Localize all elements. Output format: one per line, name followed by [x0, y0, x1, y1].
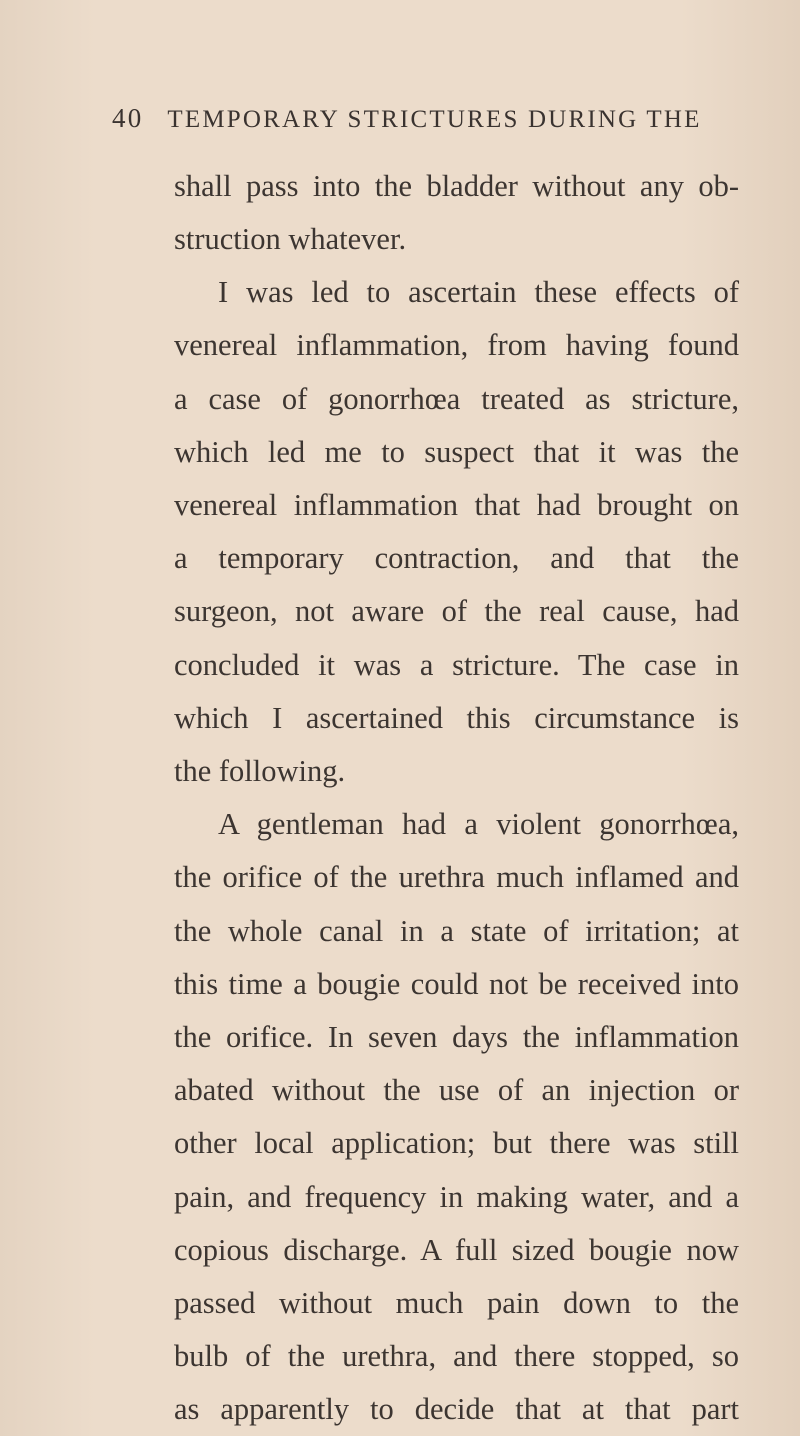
text-line: which I ascertained this circumstance is	[174, 701, 739, 735]
running-title: TEMPORARY STRICTURES DURING THE	[167, 106, 702, 133]
text-line: this time a bougie could not be received into	[174, 967, 739, 1001]
text-line: struction whatever.	[174, 222, 407, 256]
text-line: bulb of the urethra, and there stopped, so	[174, 1339, 739, 1373]
text-line: passed without much pain down to the	[174, 1286, 739, 1320]
text-line: which led me to suspect that it was the	[174, 435, 739, 469]
paragraph-start-line: A gentleman had a violent gonorrhœa,	[218, 807, 739, 841]
page-number: 40	[112, 103, 144, 133]
text-line: the orifice. In seven days the inflammation	[174, 1020, 739, 1054]
paragraph-start-line: I was led to ascertain these effects of	[218, 275, 739, 309]
text-line: shall pass into the bladder without any ob-	[174, 169, 739, 203]
text-line: venereal inflammation, from having found	[174, 328, 739, 362]
text-line: the following.	[174, 754, 346, 788]
text-line: the whole canal in a state of irritation; at	[174, 914, 739, 948]
text-line: surgeon, not aware of the real cause, had	[174, 594, 739, 628]
text-line: a case of gonorrhœa treated as stricture,	[174, 382, 739, 416]
text-line: copious discharge. A full sized bougie now	[174, 1233, 739, 1267]
text-line: other local application; but there was still	[174, 1126, 739, 1160]
text-line: abated without the use of an injection or	[174, 1073, 739, 1107]
text-line: the orifice of the urethra much inflamed and	[174, 860, 739, 894]
text-line: as apparently to decide that at that part	[174, 1392, 739, 1426]
text-line: a temporary contraction, and that the	[174, 541, 739, 575]
text-line: pain, and frequency in making water, and a	[174, 1180, 739, 1214]
text-line: concluded it was a stricture. The case in	[174, 648, 739, 682]
text-line: venereal inflammation that had brought on	[174, 488, 739, 522]
